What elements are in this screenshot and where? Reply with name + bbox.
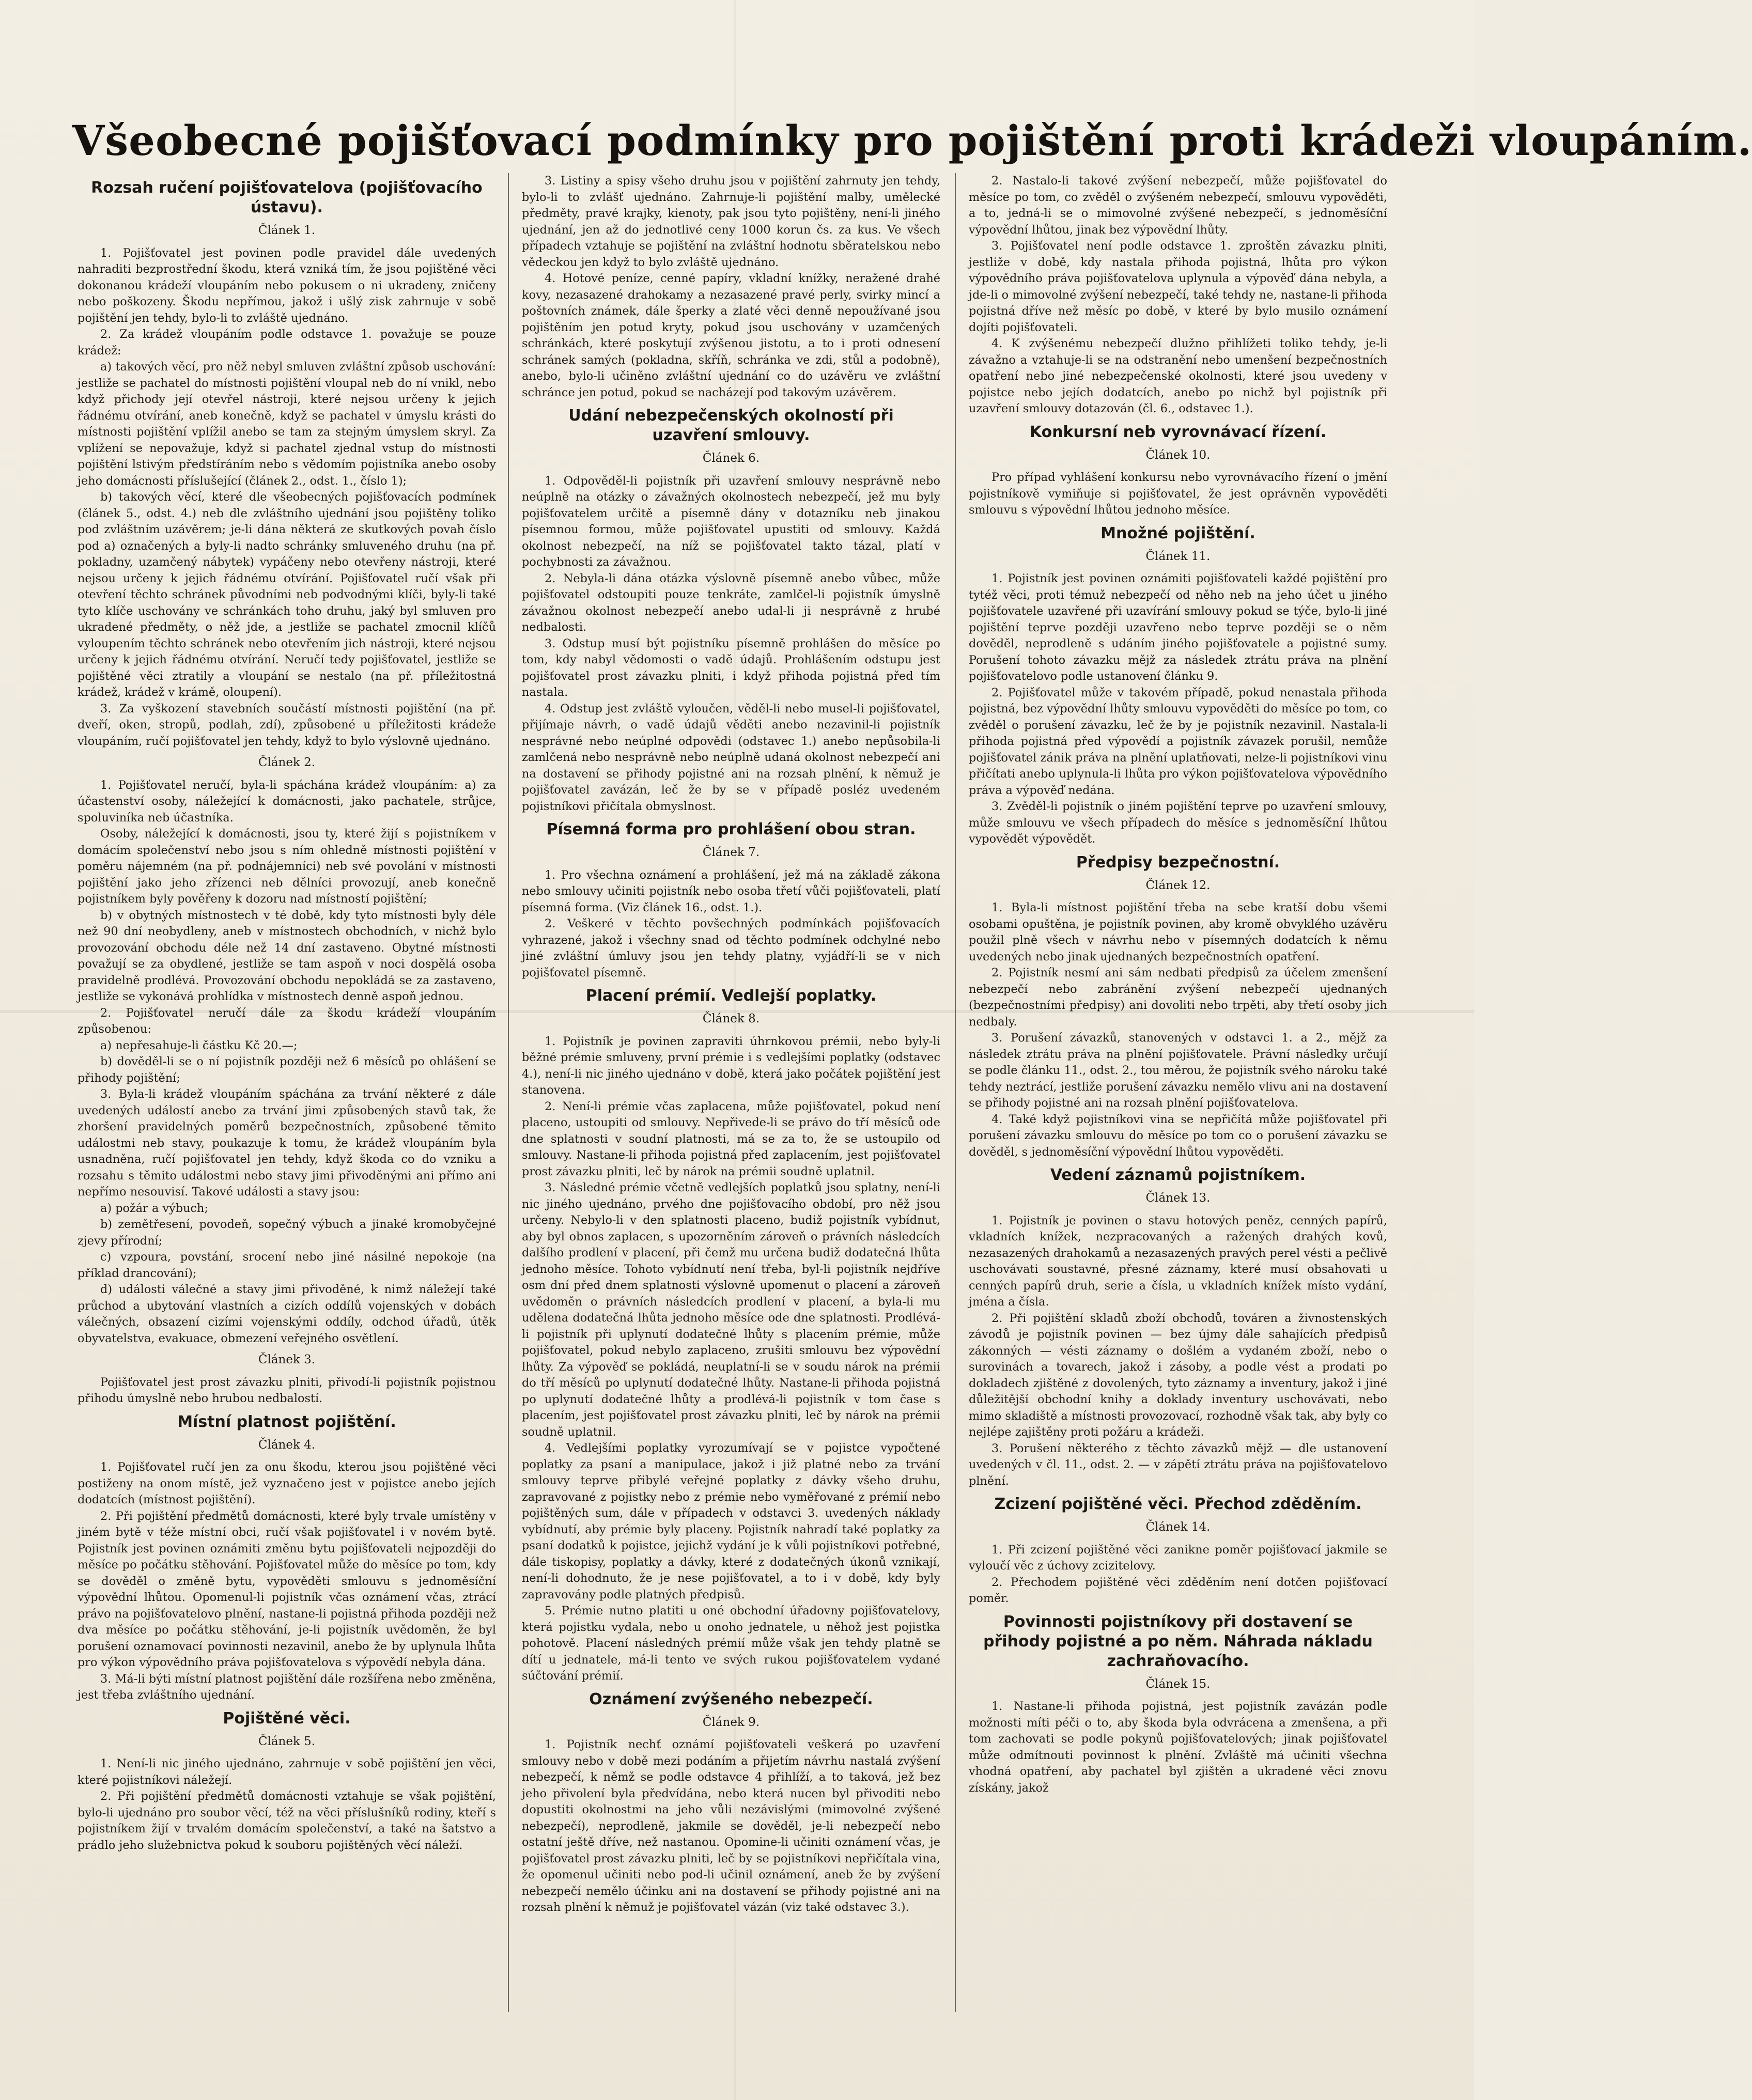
paragraph: 4. K zvýšenému nebezpečí dlužno přihlížeti toliko tehdy, je-li závažno a vztahuje-li se na odstranění nebo umenšení bezpečnostních opatření nebo jiné nebezpečenské okolnosti, které jsou uvedeny v pojistce nebo jejích dodatcích, anebo po nichž byl pojistník při uzavření smlouvy dotazován (čl. 6., odstavec 1.). [969, 337, 1387, 415]
paragraph: 1. Pojistník nechť oznámí pojišťovateli veškerá po uzavření smlouvy nebo v době mezi podáním a přijetím návrhu nastalá zvýšení nebezpečí, k němž se podle odstavce 4 přihlíží, a to taková, jež bez jeho přivolení byla předvídána, nebo která nucen byl přivoditi nebo dopustiti okolnostmi na jeho vůli nezávislými (mimovolné zvýšené nebezpečí), neprodleně, jakmile se dověděl, je-li nebezpečí nebo ostatní ještě dříve, než nastanou. Opomine-li učiniti oznámení včas, je pojišťovatel prost závazku plniti, leč by se pojistníkovi nepřičítala vina, že opomenul učiniti nebo pod-li učinil oznámení, aneb že by zvýšení nebezpečí nemělo účinku ani na dostavení se přihody pojistné ani na rozsah plnění k němuž je pojišťovatel vázán (viz také odstavec 3.). [522, 1738, 940, 1914]
paragraph: 4. Také když pojistníkovi vina se nepřičítá může pojišťovatel při porušení závazku smlouvu do měsíce po tom co o porušení závazku se dověděl, s jednoměsíční výpovědní lhůtou vypověděti. [969, 1112, 1387, 1159]
paragraph: 5. Prémie nutno platiti u oné obchodní úřadovny pojišťovatelovy, která pojistku vydala, nebo u onoho jednatele, u něhož jest pojistka pohotově. Placení následných prémií může však jen tehdy platně se dítí u jednatele, má-li tento ve svých rukou pojišťovatelem vydané súčtování prémií. [522, 1604, 940, 1683]
paragraph: b) dověděl-li se o ní pojistník později než 6 měsíců po ohlášení se přihody pojištění; [77, 1055, 496, 1085]
section-heading: Udání nebezpečenských okolností při uzavření smlouvy. [568, 407, 894, 444]
section-heading: Zcizení pojištěné věci. Přechod zděděním. [994, 1495, 1362, 1513]
article-number: Článek 9. [702, 1715, 760, 1729]
article-number: Článek 10. [1145, 448, 1211, 462]
paragraph: 1. Byla-li místnost pojištění třeba na sebe kratší dobu všemi osobami opuštěna, je pojistník povinen, aby kromě obvyklého uzávěru použil plně všech v návrhu nebo v písemných dodatcích k němu uvedených nebo jinak ujednaných bezpečnostních opatření. [969, 901, 1387, 963]
paragraph: 3. Listiny a spisy všeho druhu jsou v pojištění zahrnuty jen tehdy, bylo-li to zvlášť ujednáno. Zahrnuje-li pojištění malby, umělecké předměty, pravé krajky, kienoty, pak jsou tyto pojištěny, není-li jiného ujednání, jen až do jednotlivé ceny 1000 korun čs. za kus. Ve všech případech vztahuje se pojištění na zvláštní hodnotu sběratelskou nebo vědeckou jen když to bylo zvláště ujednáno. [522, 174, 940, 269]
paragraph: b) v obytných místnostech v té době, kdy tyto místnosti byly déle než 90 dní neobydleny, aneb v místnostech obchodních, v nichž bylo provozování obchodu déle než 14 dní zastaveno. Obytné místnosti považují se za obydlené, jestliže se tam aspoň v noci dospělá osoba pravidelně prodlévá. Provozování obchodu nepokládá se za zastaveno, jestliže se vykonává prohlídka v místnostech denně aspoň jednou. [77, 908, 496, 1003]
paragraph: b) takových věcí, které dle všeobecných pojišťovacích podmínek (článek 5., odst. 4.) neb dle zvláštního ujednání jsou pojištěny toliko pod zvláštním uzávěrem; je-li dána některá ze skutkových povah číslo pod a) označených a byly-li nadto schránky smluveného druhu (na př. pokladny, uzamčený nábytek) vypáčeny nebo otevřeny nástroji, které nejsou určeny k jejich řádnému otvírání. Pojišťovatel ručí však při otevření těchto schránek původními neb podvodnými klíči, byly-li také tyto klíče uschovány ve schránkách toho druhu, jaký byl smluven pro ukradené předměty, o něž jde, a jestliže se pachatel zmocnil klíčů vyloupením těchto schránek nebo otevřením jich nástroji, které nejsou určeny k jejich řádnému otvírání. Neručí tedy pojišťovatel, jestliže se pojištěné věci ztratily a vloupání se nestalo (na př. příležitostná krádež, krádež v krámě, oloupení). [77, 490, 496, 699]
paragraph: a) takových věcí, pro něž nebyl smluven zvláštní způsob uschování: jestliže se pachatel do místnosti pojištění vloupal neb do ní vnikl, nebo když přichody její otevřel nástroji, které nejsou určeny k jejich řádnému otvírání, aneb konečně, když se pachatel v úmyslu krásti do místnosti pojištění vplížil anebo se tam za stejným úmyslem skryl. Za vplížení se nepovažuje, když si pachatel zjednal vstup do místnosti pojištění lstivým předstíráním nebo s vědomím pojistníka anebo osoby jeho domácnosti příslušející (článek 2., odst. 1., číslo 1); [77, 360, 496, 488]
article-number: Článek 12. [1145, 878, 1211, 892]
paragraph: 2. Nastalo-li takové zvýšení nebezpečí, může pojišťovatel do měsíce po tom, co zvěděl o zvýšeném nebezpečí, smlouvu vypověděti, a to, jedná-li se o mimovolné zvýšené nebezpečí, s jednoměsíční výpovědní lhůtou, jinak bez výpovědní lhůty. [969, 174, 1387, 237]
article-number: Článek 1. [258, 224, 316, 237]
paragraph: 3. Za vyškození stavebních součástí místnosti pojištění (na př. dveří, oken, stropů, podlah, zdí), způsobené u příležitosti krádeže vloupáním, ručí pojišťovatel jen tehdy, když to bylo výslovně ujednáno. [77, 702, 496, 748]
paragraph: a) nepřesahuje-li částku Kč 20.—; [100, 1038, 298, 1052]
article-number: Článek 11. [1145, 549, 1211, 563]
paragraph: 4. Hotové peníze, cenné papíry, vkladní knížky, neražené drahé kovy, nezasazené drahokamy a nezasazené pravé perly, svirky mincí a poštovních známek, dále šperky a zlaté věci denně nepoužívané jsou pojištěním jen potud kryty, pokud jsou uschovány v uzamčených schránkách, které poskytují zvýšenou jistotu, a to i proti odnesení schránek samých (pokladna, skříň, schránka ve zdi, stůl a podobně), anebo, bylo-li učiněno zvláštní ujednání co do uzávěru ve zvláštní schránce jen potud, pokud se nacházejí pod takovým uzávěrem. [522, 272, 940, 399]
article-number: Článek 4. [258, 1438, 316, 1452]
paragraph: 3. Zvěděl-li pojistník o jiném pojištění teprve po uzavření smlouvy, může smlouvu ve všech případech do měsíce s jednoměsíční lhůtou vypovědět výpovědět. [969, 800, 1387, 846]
paragraph: 3. Odstup musí být pojistníku písemně prohlášen do měsíce po tom, kdy nabyl vědomosti o vadě údajů. Prohlášením odstupu jest pojišťovatel prost závazku plniti, i když přihoda pojistná před tím nastala. [522, 636, 940, 699]
paragraph: 2. Pojišťovatel může v takovém případě, pokud nenastala přihoda pojistná, bez výpovědní lhůty smlouvu vypověděti do měsíce po tom, co zvěděl o porušení závazku, leč že by je pojistník nezavinil. Nastala-li přihoda pojistná před výpovědí a pojistník závazek porušil, nemůže pojišťovatel zánik práva na plnění uplatňovati, nelze-li pojistníkovi vinu přičítati anebo uplynula-li lhůta pro výkon pojišťovatelova výpovědního práva a výpověď nedána. [969, 686, 1387, 797]
section-heading: Povinnosti pojistníkovy při dostavení se přihody pojistné a po něm. Náhrada nákladu zachraňovacího. [983, 1612, 1373, 1670]
paragraph: 3. Byla-li krádež vloupáním spáchána za trvání některé z dále uvedených událostí anebo za trvání jimi způsobených stavů tak, že zhoršení pravidelných poměrů bezpečnostních, způsobené těmito událostmi neb stavy, poukazuje k tomu, že krádež vloupáním byla usnadněna, ručí pojišťovatel jen tehdy, když škoda co do vzniku a rozsahu s těmito událostmi nebo stavy jimi přivoděnými ani přímo ani nepřímo nesouvisí. Takové události a stavy jsou: [77, 1087, 496, 1199]
paragraph: 2. Není-li prémie včas zaplacena, může pojišťovatel, pokud není placeno, ustoupiti od smlouvy. Nepřivede-li se právo do tří měsíců ode dne splatnosti v soudní platnosti, má se za to, že se ustoupilo od smlouvy. Nastane-li přihoda pojistná před zaplacením, jest pojišťovatel prost závazku plniti, leč by nárok na prémii soudně uplatnil. [522, 1099, 940, 1178]
paragraph: b) zemětřesení, povodeň, sopečný výbuch a jinaké kromobyčejné zjevy přírodní; [77, 1218, 496, 1248]
section-heading: Předpisy bezpečnostní. [1076, 853, 1280, 872]
paragraph: 2. Pojistník nesmí ani sám nedbati předpisů za účelem zmenšení nebezpečí nebo zabránění zvýšení nebezpečí ujednaných (bezpečnostními předpisy) ani dovoliti nebo trpěti, aby třetí osoby jich nedbaly. [969, 966, 1387, 1029]
paragraph: 2. Při pojištění předmětů domácnosti, které byly trvale umístěny v jiném bytě v téže místní obci, ručí však pojišťovatel i v novém bytě. Pojistník jest povinen oznámiti změnu bytu pojišťovateli nejpozději do měsíce po počátku stěhování. Pojišťovatel může do měsíce po tom, kdy se dověděl o změně bytu, vypověděti smlouvu s jednoměsíční výpovědní lhůtou. Opomenul-li pojistník včas oznámení včas, ztrácí právo na pojišťovatelovo plnění, nastane-li pojistná přihoda později než dva měsíce po počátku stěhování, je-li pojistník uvědoměn, že byl porušení oznamovací povinnosti nezavinil, anebo že by uplynula lhůta pro výkon výpovědního práva pojišťovatelova s výpovědí nebyla dána. [77, 1509, 496, 1669]
paragraph: a) požár a výbuch; [100, 1201, 209, 1215]
paragraph: 1. Pojistník je povinen o stavu hotových peněz, cenných papírů, vkladních knížek, nezpracovaných a ražených drahých kovů, nezasazených drahokamů a nezasazených pravých perel vésti a pečlivě uschovávati soustavné, přesné záznamy, které musí obsahovati u cenných papírů druh, serie a čísla, u vkladních knížek místo vydání, jména a čísla. [969, 1214, 1387, 1309]
paragraph: d) události válečné a stavy jimi přivoděné, k nimž náležejí také průchod a ubytování vlastních a cizích oddílů vojenských v dobách válečných, obsazení cizími vojenskými oddíly, odchod úřadů, útěk obyvatelstva, evakuace, obmezení veřejného osvětlení. [77, 1283, 496, 1345]
paragraph: Pojišťovatel jest prost závazku plniti, přivodí-li pojistník pojistnou přihodu úmyslně nebo hrubou nedbalostí. [77, 1375, 496, 1405]
paragraph: 1. Při zcizení pojištěné věci zanikne poměr pojišťovací jakmile se vyloučí věc z úchovy zcizitelovy. [969, 1543, 1387, 1573]
paragraph: 4. Odstup jest zvláště vyloučen, věděl-li nebo musel-li pojišťovatel, přijímaje návrh, o vadě údajů věděti anebo nezavinil-li pojistník nesprávné nebo neúplné odpovědi (odstavec 1.) anebo nepůsobila-li zamlčená nebo nesprávně nebo neúplně udaná okolnost nebezpečí ani na dostavení se přihody pojistné ani na rozsah plnění, k němuž je pojišťovatel zavázán, leč že by se v případě posléz uvedeném pojistníkovi přičítala obmyslnost. [522, 702, 940, 813]
paragraph: 2. Nebyla-li dána otázka výslovně písemně anebo vůbec, může pojišťovatel odstoupiti pouze tenkráte, zamlčel-li pojistník úmyslně závažnou okolnost nebezpečí anebo udal-li ji nesprávně z hrubé nedbalosti. [522, 571, 940, 634]
article-number: Článek 2. [258, 756, 316, 769]
paragraph: 1. Odpověděl-li pojistník při uzavření smlouvy nesprávně nebo neúplně na otázky o závažných okolnostech nebezpečí, jež mu byly pojišťovatelem určitě a písemně dány v dotazníku neb jinakou písemnou formou, může pojišťovatel upustiti od smlouvy. Každá okolnost nebezpečí, na níž se pojišťovatel takto tázal, platí v pochybnosti za závažnou. [522, 474, 940, 569]
section-heading: Místní platnost pojištění. [177, 1412, 396, 1431]
section-heading: Konkursní neb vyrovnávací řízení. [1029, 423, 1327, 441]
paragraph: 2. Při pojištění skladů zboží obchodů, továren a živnostenských závodů je pojistník povinen — bez újmy dále sahajících předpisů zákonných — vésti záznamy o došlém a vydaném zboží, nebo o surovinách a tovarech, jakož i zásoby, a podle vést a prodati po dokladech zjištěné z dovolených, tyto záznamy a inventury, jakož i jiné důležitější obchodní knihy a doklady inventury uschovávati, nebo mimo skladiště a místnosti provozovací, rozhodně však tak, aby byly co nejlépe zajištěny proti požáru a krádeži. [969, 1311, 1387, 1439]
article-number: Článek 15. [1145, 1677, 1211, 1691]
paragraph: 3. Porušení některého z těchto závazků mějž — dle ustanovení uvedených v čl. 11., odst. 2. — v zápětí ztrátu práva na pojišťovatelovo plnění. [969, 1441, 1387, 1488]
article-number: Článek 8. [702, 1012, 760, 1025]
article-number: Článek 5. [258, 1734, 316, 1748]
paragraph: c) vzpoura, povstání, srocení nebo jiné násilné nepokoje (na příklad drancování); [77, 1250, 496, 1280]
paragraph: 2. Při pojištění předmětů domácnosti vztahuje se však pojištění, bylo-li ujednáno pro soubor věcí, též na věci příslušníků rodiny, kteří s pojistníkem žijí v trvalém domácím společenství, a také na šatstvo a prádlo jeho služebnictva pokud k souboru pojištěných věcí náleží. [77, 1790, 496, 1852]
paragraph: 1. Pro všechna oznámení a prohlášení, jež má na základě zákona nebo smlouvy učiniti pojistník nebo osoba třetí vůči pojišťovateli, platí písemná forma. (Viz článek 16., odst. 1.). [522, 868, 940, 914]
paragraph: 2. Za krádež vloupáním podle odstavce 1. považuje se pouze krádež: [77, 328, 496, 357]
article-number: Článek 6. [702, 452, 760, 465]
section-heading: Rozsah ručení pojišťovatelova (pojišťovacího ústavu). [91, 179, 483, 216]
paragraph: 2. Přechodem pojištěné věci zděděním není dotčen pojišťovací poměr. [969, 1575, 1387, 1605]
paragraph: 1. Pojistník je povinen zapraviti úhrnkovou prémii, nebo byly-li běžné prémie smluveny, první prémie i s vedlejšími poplatky (odstavec 4.), není-li nic jiného ujednáno v době, která jako počátek pojištění jest stanovena. [522, 1034, 940, 1097]
section-heading: Vedení záznamů pojistníkem. [1050, 1166, 1306, 1184]
paragraph: 1. Pojišťovatel ručí jen za onu škodu, kterou jsou pojištěné věci postiženy na onom místě, jež vyznačeno jest v pojistce anebo jejích dodatcích (místnost pojištění). [77, 1460, 496, 1506]
paragraph: 1. Nastane-li přihoda pojistná, jest pojistník zavázán podle možnosti míti péči o to, aby škoda byla odvrácena a zmenšena, a při tom zachovati se podle pokynů pojišťovatelových; jinak pojišťovatel může odmítnouti povinnost k plnění. Zvláště má učiniti všechna vhodná opatření, aby pachatel byl zjištěn a ukradené věci znovu získány, jakož [969, 1700, 1387, 1795]
text-column-left [77, 173, 496, 2085]
article-number: Článek 13. [1145, 1191, 1211, 1205]
text-column-middle [522, 173, 940, 2085]
paragraph: 3. Následné prémie včetně vedlejších poplatků jsou splatny, není-li nic jiného ujednáno, prvého dne pojišťovacího období, pro něž jsou určeny. Nebylo-li v den splatnosti placeno, budiž pojistník vybídnut, aby byl obnos zaplacen, s upozorněním zároveň o právních následcích dalšího prodlení v placení, při čemž mu určena budiž dodatečná lhůta jednoho měsíce. Tohoto vybídnutí není třeba, byl-li pojistník nejdříve osm dní před dnem splatnosti výslovně upomenut o placení a zároveň uvědoměn o právních následcích prodlení v placení, a byla-li mu udělena dodatečná lhůta jednoho měsíce ode dne splatnosti. Prodlévá-li pojistník při uplynutí dodatečné lhůty s placením prémie, může pojišťovatel, pokud nebylo zaplaceno, zrušiti smlouvu bez výpovědní lhůty. Za výpověď se pokládá, neuplatní-li se v soudu nárok na prémii do tří měsíců po uplynutí dodatečné lhůty. Nastane-li přihoda pojistná po uplynutí dodatečné lhůty a prodlévá-li pojistník v tom čase s placením, jest pojišťovatel prost závazku plniti, leč by nárok na prémii soudně uplatnil. [522, 1181, 940, 1439]
document-title: Všeobecné pojišťovací podmínky pro pojištění proti krádeži vloupáním. [72, 116, 1752, 165]
article-number: Článek 7. [702, 846, 760, 859]
section-heading: Množné pojištění. [1100, 524, 1255, 542]
paragraph: 1. Není-li nic jiného ujednáno, zahrnuje v sobě pojištění jen věci, které pojistníkovi náležejí. [77, 1757, 496, 1787]
text-column-right [969, 173, 1387, 2085]
paragraph: 1. Pojistník jest povinen oznámiti pojišťovateli každé pojištění pro tytéž věci, proti témuž nebezpečí od něho neb na jeho účet u jiného pojišťovatele uzavřené při uzavírání smlouvy pokud se týče, bylo-li jiné pojištění teprve později uzavřeno nebo teprve později se o něm dověděl, neprodleně s udáním jiného pojišťovatele a pojistné sumy. Porušení tohoto závazku mějž za následek ztrátu práva na plnění pojišťovatelovo podle ustanovení článku 9. [969, 572, 1387, 683]
section-heading: Pojištěné věci. [223, 1709, 351, 1728]
paragraph: 1. Pojišťovatel neručí, byla-li spáchána krádež vloupáním: a) za účastenství osoby, náležející k domácnosti, jako pachatele, strůjce, spoluviníka neb účastníka. [77, 778, 496, 825]
paragraph: 3. Má-li býti místní platnost pojištění dále rozšířena nebo změněna, jest třeba zvláštního ujednání. [77, 1672, 496, 1702]
article-number: Článek 3. [258, 1353, 316, 1366]
column-divider [508, 173, 509, 2012]
article-number: Článek 14. [1145, 1520, 1211, 1534]
paragraph: 2. Veškeré v těchto povšechných podmínkách pojišťovacích vyhrazené, jakož i všechny snad od těchto podmínek odchylné nebo jiné zvláštní úmluvy jsou jen tehdy platny, vyjádří-li se v nich pojišťovatel písemně. [522, 917, 940, 979]
column-divider [955, 173, 956, 2012]
paragraph: 3. Porušení závazků, stanovených v odstavci 1. a 2., mějž za následek ztrátu práva na plnění pojišťovatele. Právní následky určují se podle článku 11., odst. 2., tou měrou, že pojistník svého nároku také tehdy neztrácí, jestliže porušení závazku nemělo vlivu ani na dostavení se přihody pojistné ani na rozsah plnění pojišťovatelova. [969, 1031, 1387, 1110]
section-heading: Oznámení zvýšeného nebezpečí. [589, 1690, 873, 1708]
paragraph: Osoby, náležející k domácnosti, jsou ty, které žijí s pojistníkem v domácím společenství nebo jsou s ním ohledně místnosti pojištění v poměru nájemném (na př. podnájemníci) neb své povolání v místnosti pojištění jako jeho zřízenci neb dělníci provozují, aneb konečně pojistníkem byly pověřeny k dozoru nad místností pojištění; [77, 827, 496, 906]
section-heading: Placení prémií. Vedlejší poplatky. [585, 987, 877, 1005]
paragraph: Pro případ vyhlášení konkursu nebo vyrovnávacího řízení o jmění pojistníkově vymiňuje si pojišťovatel, že jest oprávněn vypověděti smlouvu s výpovědní lhůtou jednoho měsíce. [969, 471, 1387, 517]
paragraph: 2. Pojišťovatel neručí dále za škodu krádeží vloupáním způsobenou: [77, 1006, 496, 1036]
paragraph: 1. Pojišťovatel jest povinen podle pravidel dále uvedených nahraditi bezprostřední škodu, která vzniká tím, že jsou pojištěné věci dokonanou krádeží vloupáním nebo pokusem o ni ukradeny, zničeny nebo poškozeny. Škodu nepřímou, jakož i ušlý zisk zahrnuje v sobě pojištění jen tehdy, bylo-li to zvláště ujednáno. [77, 246, 496, 325]
section-heading: Písemná forma pro prohlášení obou stran. [546, 820, 916, 838]
paragraph: 3. Pojišťovatel není podle odstavce 1. zproštěn závazku plniti, jestliže v době, kdy nastala přihoda pojistná, lhůta pro výkon výpovědního práva pojišťovatelova uplynula a výpověď dána nebyla, a jde-li o mimovolné zvýšení nebezpečí, také tehdy ne, nastane-li přihoda pojistná dříve než měsíc po době, v které by bylo musilo oznámení dojíti pojišťovateli. [969, 239, 1387, 334]
paragraph: 4. Vedlejšími poplatky vyrozumívají se v pojistce vypočtené poplatky za psaní a manipulace, jakož i již platné nebo za trvání smlouvy teprve přibylé veřejné poplatky z dávky všeho druhu, zapravované z pojistky nebo z prémie nebo vyměřované z prémií nebo pojištěných sum, dále v případech v odstavci 3. uvedených náklady vybídnutí, aby prémie byly placeny. Pojistník nahradí také poplatky za psaní dodatků k pojistce, jejichž vydání je k vůli pojistníkovi potřebné, dále tiskopisy, poplatky a dávky, které z dodatečných úkonů vznikají, není-li dohodnuto, že je nese pojišťovatel, a to i v době, kdy byly zapravovány podle platných předpisů. [522, 1441, 940, 1601]
